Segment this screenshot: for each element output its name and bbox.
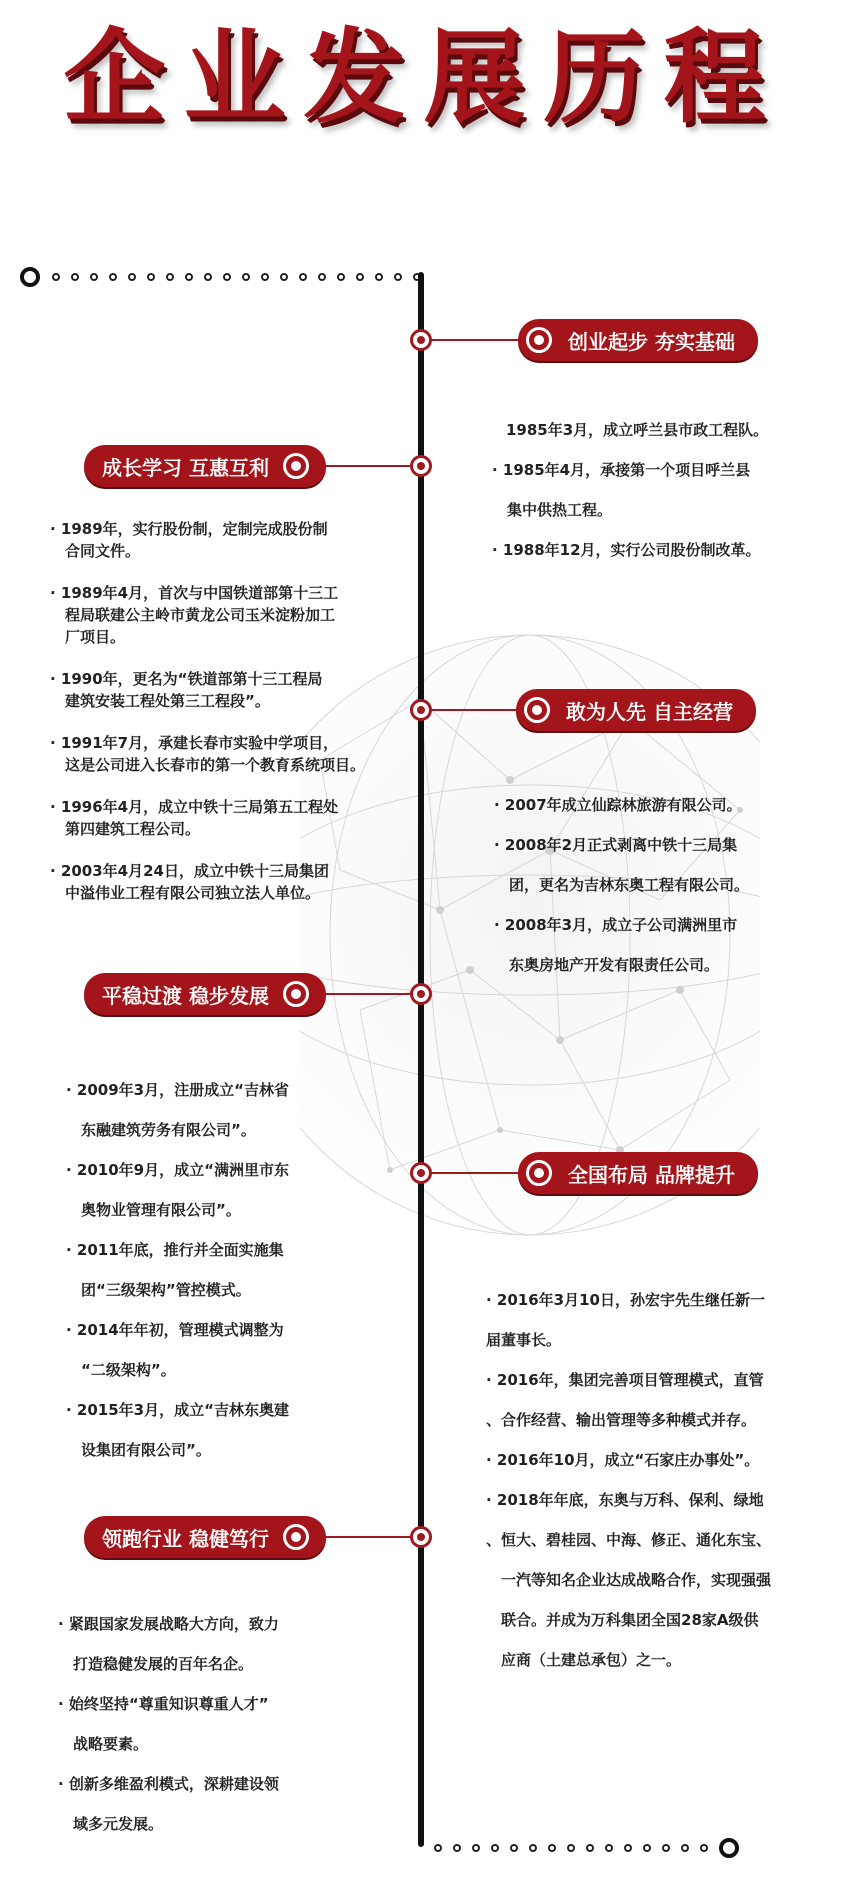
- timeline-node-6: [410, 1526, 432, 1548]
- list-item: · 1990年，更名为“铁道部第十三工程局 建筑安装工程处第三工程段”。: [50, 670, 323, 710]
- list-item: · 2014年年初，管理模式调整为: [66, 1321, 284, 1339]
- list-item: 、恒大、碧桂园、中海、修正、通化东宝、: [486, 1531, 772, 1549]
- list-item: 东奥房地产开发有限责任公司。: [494, 956, 720, 974]
- connector-2: [322, 465, 412, 467]
- list-item: · 2016年3月10日，孙宏宇先生继任新一: [486, 1291, 765, 1309]
- list-item: 团“三级架构”管控模式。: [66, 1281, 251, 1299]
- list-item: · 1989年，实行股份制，定制完成股份制 合同文件。: [50, 520, 328, 560]
- list-item: · 2010年9月，成立“满洲里市东: [66, 1161, 289, 1179]
- list-item: 设集团有限公司”。: [66, 1441, 211, 1459]
- target-icon: [526, 327, 552, 353]
- connector-1: [432, 339, 522, 341]
- stage-heading-5: 全国布局 品牌提升: [518, 1152, 758, 1194]
- timeline-node-1: [410, 329, 432, 351]
- timeline-end-dots: [434, 1838, 739, 1858]
- list-item: · 紧跟国家发展战略大方向，致力: [58, 1615, 279, 1633]
- list-item: 一汽等知名企业达成战略合作，实现强强: [486, 1571, 772, 1589]
- target-icon: [283, 981, 309, 1007]
- stage-6-items: [58, 1604, 279, 1844]
- list-item: 奥物业管理有限公司”。: [66, 1201, 241, 1219]
- list-item: · 2011年底，推行并全面实施集: [66, 1241, 284, 1259]
- list-item: · 2008年3月，成立子公司满洲里市: [494, 916, 738, 934]
- timeline-node-5: [410, 1162, 432, 1184]
- list-item: · 2007年成立仙踪林旅游有限公司。: [494, 796, 742, 814]
- timeline-node-2: [410, 455, 432, 477]
- target-icon: [283, 1524, 309, 1550]
- list-item: · 创新多维盈利模式，深耕建设领: [58, 1775, 279, 1793]
- list-item: 联合。并成为万科集团全国28家A级供: [486, 1611, 759, 1629]
- list-item: 、合作经营、输出管理等多种模式并存。: [486, 1411, 757, 1429]
- list-item: 东融建筑劳务有限公司”。: [66, 1121, 256, 1139]
- list-item: 战略要素。: [58, 1735, 149, 1753]
- list-item: · 2018年年底，东奥与万科、保利、绿地: [486, 1491, 764, 1509]
- stage-heading-2: 成长学习 互惠互利: [84, 445, 326, 487]
- stage-2-items: [50, 518, 365, 924]
- list-item: · 始终坚持“尊重知识尊重人才”: [58, 1695, 269, 1713]
- timeline-start-ring-icon: [20, 267, 40, 287]
- list-item: · 2016年10月，成立“石家庄办事处”。: [486, 1451, 760, 1469]
- list-item: 1985年3月，成立呼兰县市政工程队。: [506, 421, 769, 439]
- list-item: · 1988年12月，实行公司股份制改革。: [492, 541, 761, 559]
- list-item: · 1996年4月，成立中铁十三局第五工程处 第四建筑工程公司。: [50, 798, 339, 838]
- stage-heading-1: 创业起步 夯实基础: [518, 319, 758, 361]
- list-item: · 2016年，集团完善项目管理模式，直管: [486, 1371, 764, 1389]
- timeline-node-4: [410, 983, 432, 1005]
- stage-4-items: [66, 1070, 289, 1470]
- stage-heading-6: 领跑行业 稳健笃行: [84, 1516, 326, 1558]
- timeline-start-dots: [20, 267, 432, 287]
- list-item: 域多元发展。: [58, 1815, 164, 1833]
- stage-3-items: [494, 785, 749, 985]
- list-item: · 2015年3月，成立“吉林东奥建: [66, 1401, 289, 1419]
- connector-3: [432, 709, 520, 711]
- stage-heading-3: 敢为人先 自主经营: [516, 689, 756, 731]
- target-icon: [526, 1160, 552, 1186]
- list-item: 团，更名为吉林东奥工程有限公司。: [494, 876, 750, 894]
- target-icon: [524, 697, 550, 723]
- list-item: · 2003年4月24日，成立中铁十三局集团 中溢伟业工程有限公司独立法人单位。: [50, 862, 329, 902]
- stage-heading-4: 平稳过渡 稳步发展: [84, 973, 326, 1015]
- list-item: · 1985年4月，承接第一个项目呼兰县: [492, 461, 751, 479]
- list-item: “二级架构”。: [66, 1361, 176, 1379]
- stage-5-items: [486, 1280, 771, 1680]
- list-item: · 2008年2月正式剥离中铁十三局集: [494, 836, 738, 854]
- list-item: · 2009年3月，注册成立“吉林省: [66, 1081, 289, 1099]
- stage-1-items: [492, 410, 768, 570]
- list-item: 打造稳健发展的百年名企。: [58, 1655, 254, 1673]
- target-icon: [283, 453, 309, 479]
- timeline-end-ring-icon: [719, 1838, 739, 1858]
- list-item: 应商（土建总承包）之一。: [486, 1651, 682, 1669]
- list-item: 集中供热工程。: [492, 501, 613, 519]
- connector-6: [322, 1536, 412, 1538]
- timeline-node-3: [410, 699, 432, 721]
- list-item: · 1989年4月，首次与中国铁道部第十三工 程局联建公主岭市黄龙公司玉米淀粉加工 厂项目。: [50, 584, 339, 646]
- connector-4: [322, 993, 412, 995]
- connector-5: [432, 1172, 522, 1174]
- list-item: 届董事长。: [486, 1331, 562, 1349]
- page-title: 企业发展历程: [63, 19, 784, 138]
- timeline-axis: [418, 272, 424, 1847]
- list-item: · 1991年7月，承建长春市实验中学项目， 这是公司进入长春市的第一个教育系统项目。: [50, 734, 366, 774]
